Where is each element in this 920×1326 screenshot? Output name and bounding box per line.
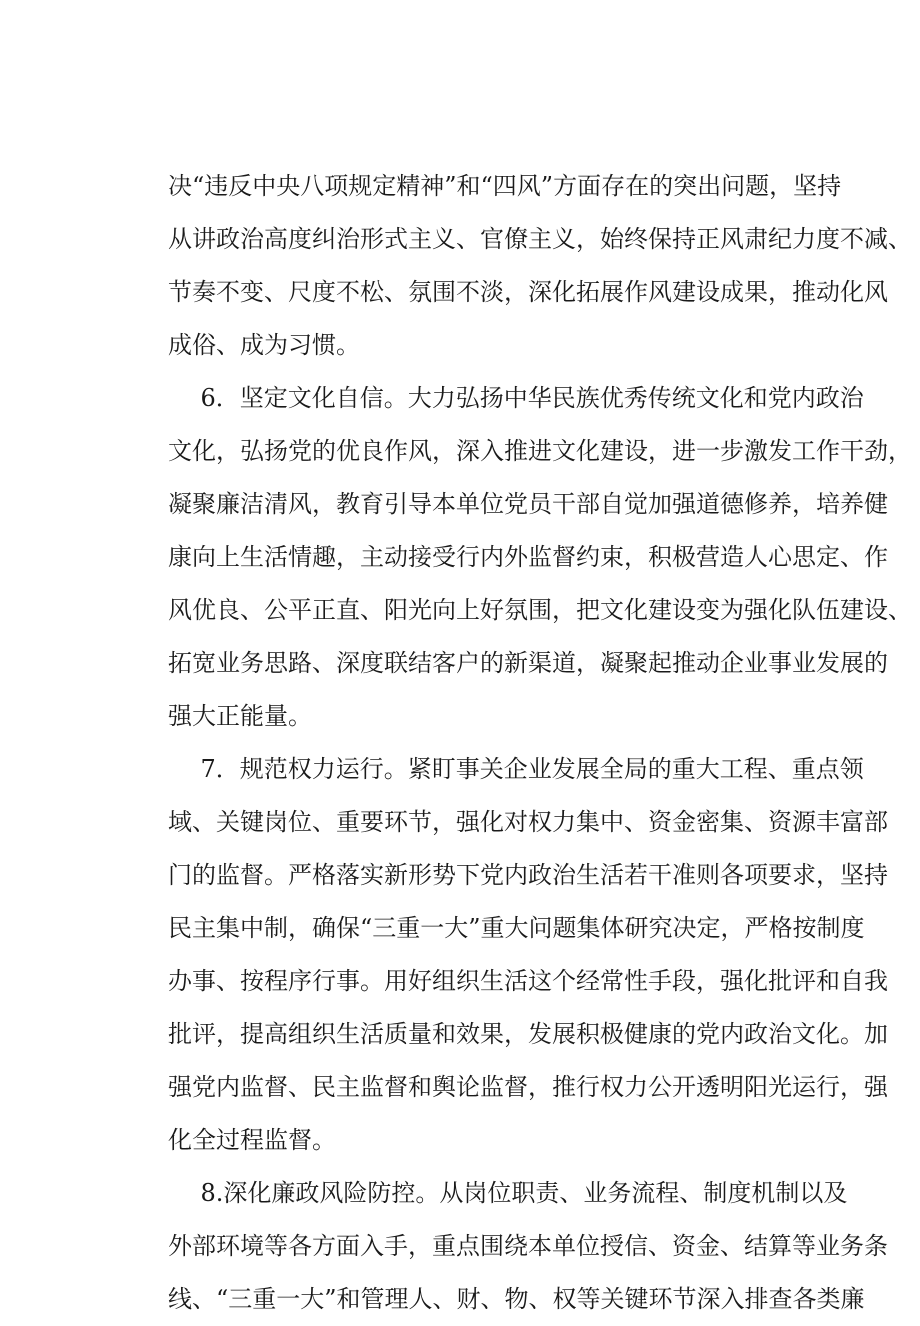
text-line: 节奏不变、尺度不松、氛围不淡，深化拓展作风建设成果，推动化风 (168, 278, 888, 306)
text-line: 门的监督。严格落实新形势下党内政治生活若干准则各项要求，坚持 (168, 861, 888, 889)
paragraph-8 (168, 1167, 888, 1326)
text-line: 6．坚定文化自信。大力弘扬中华民族优秀传统文化和党内政治 (170, 384, 864, 412)
text-line: 化全过程监督。 (168, 1126, 336, 1154)
text-line: 凝聚廉洁清风，教育引导本单位党员干部自觉加强道德修养，培养健 (168, 490, 888, 518)
text-line: 办事、按程序行事。用好组织生活这个经常性手段，强化批评和自我 (168, 967, 888, 995)
text-line: 从讲政治高度纠治形式主义、官僚主义，始终保持正风肃纪力度不减、 (168, 225, 912, 253)
text-line: 决“违反中央八项规定精神”和“四风”方面存在的突出问题，坚持 (168, 172, 842, 200)
text-line: 线、“三重一大”和管理人、财、物、权等关键环节深入排查各类廉 (168, 1285, 865, 1313)
paragraph-6 (168, 372, 912, 743)
text-line: 民主集中制，确保“三重一大”重大问题集体研究决定，严格按制度 (168, 914, 865, 942)
text-line: 强党内监督、民主监督和舆论监督，推行权力公开透明阳光运行，强 (168, 1073, 888, 1101)
text-line: 康向上生活情趣，主动接受行内外监督约束，积极营造人心思定、作 (168, 543, 888, 571)
text-line: 强大正能量。 (168, 702, 312, 730)
text-line: 文化，弘扬党的优良作风，深入推进文化建设，进一步激发工作干劲， (168, 437, 912, 465)
paragraph-5-continued (168, 160, 912, 372)
body-text (168, 160, 912, 1326)
text-line: 7．规范权力运行。紧盯事关企业发展全局的重大工程、重点领 (170, 755, 864, 783)
text-line: 外部环境等各方面入手，重点围绕本单位授信、资金、结算等业务条 (168, 1232, 888, 1260)
text-line: 拓宽业务思路、深度联结客户的新渠道，凝聚起推动企业事业发展的 (168, 649, 888, 677)
text-line: 8.深化廉政风险防控。从岗位职责、业务流程、制度机制以及 (170, 1179, 848, 1207)
text-line: 风优良、公平正直、阳光向上好氛围，把文化建设变为强化队伍建设、 (168, 596, 912, 624)
text-line: 批评，提高组织生活质量和效果，发展积极健康的党内政治文化。加 (168, 1020, 888, 1048)
text-line: 域、关键岗位、重要环节，强化对权力集中、资金密集、资源丰富部 (168, 808, 888, 836)
text-line: 成俗、成为习惯。 (168, 331, 360, 359)
paragraph-7 (168, 743, 888, 1167)
